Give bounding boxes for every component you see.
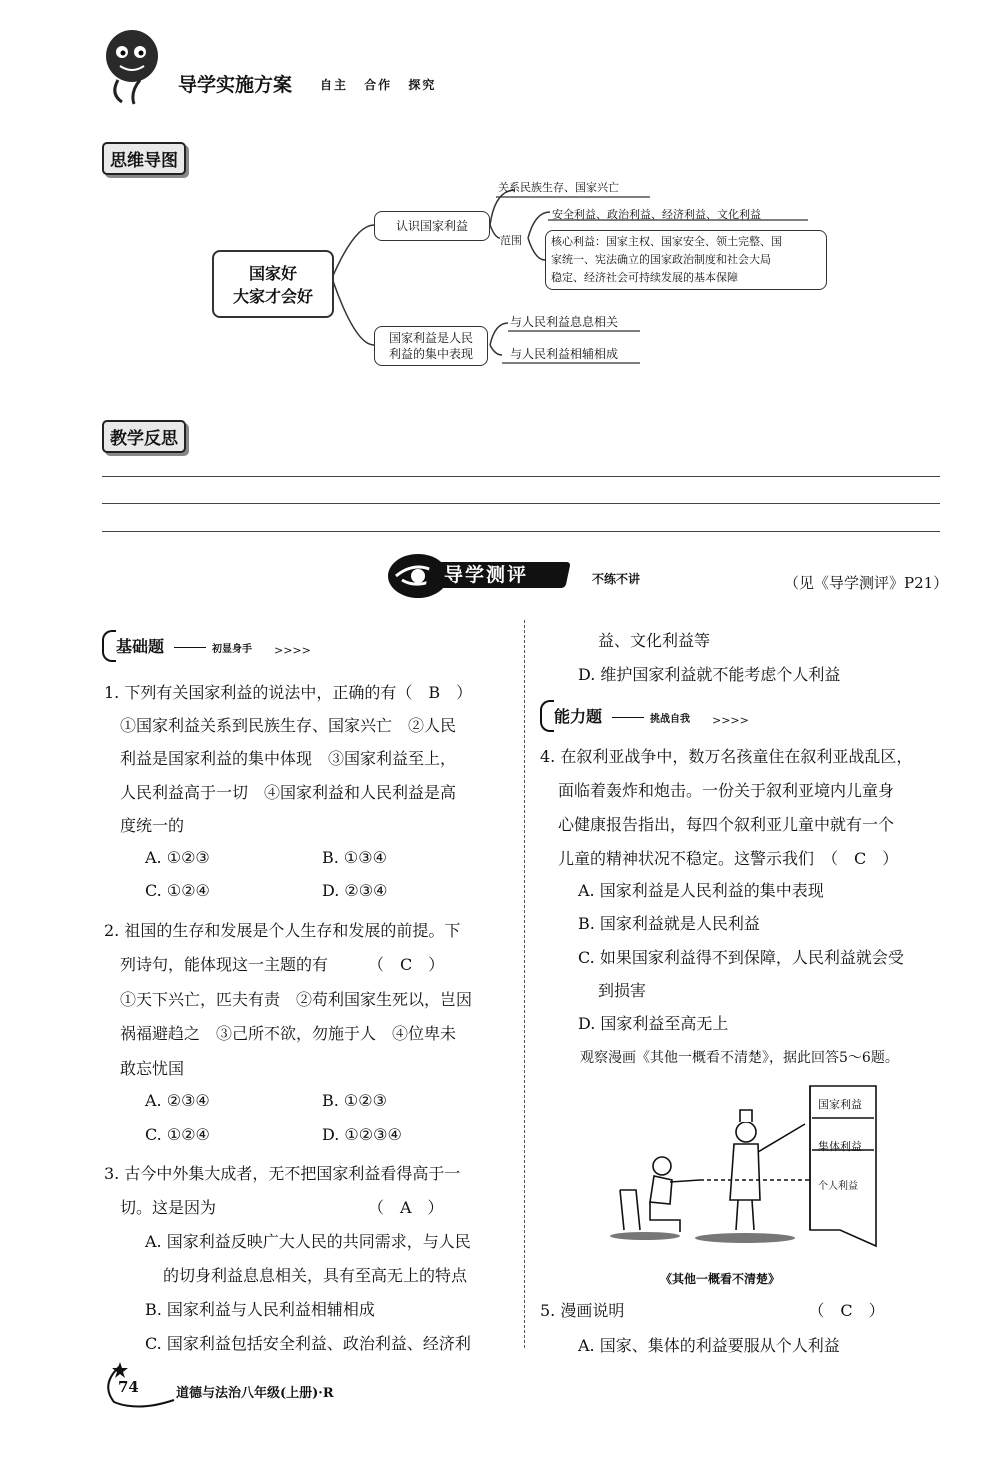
q1-line4: 人民利益高于一切 ④国家利益和人民利益是高: [120, 783, 457, 802]
mindmap-b2-item1: 与人民利益息息相关: [510, 315, 619, 329]
basic-tag: 初显身手: [212, 644, 252, 655]
header-subtitle: 自主 合作 探究: [320, 78, 437, 92]
mindmap-branch1: [374, 211, 490, 241]
banner-reference: （见《导学测评》P21）: [784, 574, 949, 592]
q5-opt-a: A. 国家、集体的利益要服从个人利益: [578, 1336, 840, 1355]
banner-title: 导学测评: [444, 564, 529, 586]
reflection-label: 教学反思: [102, 420, 186, 453]
right-cont-line2: D. 维护国家利益就不能考虑个人利益: [578, 665, 841, 684]
q5-line1: 5. 漫画说明 （ C ）: [540, 1301, 885, 1320]
q2-line3: ①天下兴亡，匹夫有责 ②苟利国家生死以，岂因: [120, 990, 473, 1009]
q1-line5: 度统一的: [120, 816, 185, 835]
cartoon-intro: 观察漫画《其他一概看不清楚》，据此回答5～6题。: [580, 1050, 899, 1066]
q3-opt-b: B. 国家利益与人民利益相辅相成: [145, 1300, 375, 1319]
cartoon-caption: 《其他一概看不清楚》: [660, 1272, 781, 1286]
ability-tag: 挑战自我: [650, 714, 690, 725]
q2-line5: 敢忘忧国: [120, 1059, 185, 1078]
q4-opt-a: A. 国家利益是人民利益的集中表现: [578, 881, 824, 900]
mindmap-root-line1: 国家好: [248, 264, 297, 283]
q1-opt-d: D. ②③④: [322, 881, 388, 900]
mindmap-root: [212, 250, 334, 318]
mindmap-b1-item1: 关系民族生存、国家兴亡: [498, 181, 619, 194]
q4-opt-b: B. 国家利益就是人民利益: [578, 914, 760, 933]
reflection-line-1: [102, 476, 940, 477]
q4-line3: 心健康报告指出，每四个叙利亚儿童中就有一个: [558, 815, 895, 834]
q1-opt-b: B. ①③④: [322, 848, 387, 867]
reflection-line-2: [102, 503, 940, 504]
q3-line1: 3. 古今中外集大成者，无不把国家利益看得高于一: [104, 1164, 461, 1183]
q2-opt-c: C. ①②④: [145, 1125, 210, 1144]
mascot-logo: [100, 22, 164, 108]
mindmap-b2-item2: 与人民利益相辅相成: [510, 347, 619, 361]
mindmap-b1-item3: [545, 230, 827, 290]
q4-opt-c2: 到损害: [598, 981, 647, 1000]
mindmap-connectors: [0, 170, 1000, 380]
mindmap-branch1-text: 认识国家利益: [395, 219, 468, 233]
mindmap-root-line2: 大家才会好: [232, 287, 313, 306]
q2-opt-b: B. ①②③: [322, 1091, 387, 1110]
mindmap-b1-item2: 安全利益、政治利益、经济利益、文化利益: [552, 208, 761, 221]
ability-bracket: [540, 700, 554, 732]
q3-opt-c: C. 国家利益包括安全利益、政治利益、经济利: [145, 1334, 471, 1353]
q2-opt-a: A. ②③④: [145, 1091, 210, 1110]
q4-line2: 面临着轰炸和炮击。一份关于叙利亚境内儿童身: [558, 781, 895, 800]
ability-chevrons: >>>>: [712, 714, 749, 727]
basic-title: 基础题: [116, 637, 165, 656]
cartoon-label-individual: 个人利益: [818, 1181, 858, 1192]
q4-opt-c1: C. 如果国家利益得不到保障，人民利益就会受: [578, 948, 904, 967]
basic-title-dash: [174, 647, 206, 648]
mindmap-b1-item3-line2: 家统一、宪法确立的国家政治制度和社会大局: [551, 253, 771, 266]
mindmap-b1-range: 范围: [500, 234, 522, 247]
cartoon-label-national: 国家利益: [818, 1098, 862, 1111]
q1-opt-c: C. ①②④: [145, 881, 210, 900]
mindmap-branch2-line2: 利益的集中表现: [388, 347, 473, 361]
q2-line1: 2. 祖国的生存和发展是个人生存和发展的前提。下: [104, 921, 461, 940]
column-divider: [524, 620, 525, 1348]
q2-opt-d: D. ①②③④: [322, 1125, 402, 1144]
q1-line3: 利益是国家利益的集中体现 ③国家利益至上，: [120, 749, 457, 768]
basic-section-header: [102, 630, 327, 660]
basic-bracket: [102, 630, 116, 662]
q4-opt-d: D. 国家利益至高无上: [578, 1014, 729, 1033]
q2-line2: 列诗句，能体现这一主题的有 （ C ）: [120, 955, 445, 974]
mindmap-branch2: [374, 326, 488, 366]
mindmap-branch2-line1: 国家利益是人民: [388, 331, 473, 345]
q3-line2: 切。这是因为 （ A ）: [120, 1198, 444, 1217]
mindmap-b1-item3-line3: 稳定、经济社会可持续发展的基本保障: [551, 271, 738, 284]
ability-title-dash: [612, 717, 644, 718]
mindmap-label: 思维导图: [102, 142, 186, 175]
q1-line2: ①国家利益关系到民族生存、国家兴亡 ②人民: [120, 716, 457, 735]
ability-title: 能力题: [554, 707, 603, 726]
q1-line1: 1. 下列有关国家利益的说法中，正确的有（ B ）: [104, 683, 473, 702]
q3-opt-a1: A. 国家利益反映广大人民的共同需求，与人民: [145, 1232, 471, 1251]
cartoon-label-collective: 集体利益: [818, 1140, 862, 1153]
reflection-line-3: [102, 531, 940, 532]
mindmap-b1-item3-line1: 核心利益：国家主权、国家安全、领土完整、国: [551, 235, 782, 248]
header-title: 导学实施方案: [178, 74, 293, 96]
basic-chevrons: >>>>: [274, 644, 311, 657]
q4-line1: 4. 在叙利亚战争中，数万名孩童住在叙利亚战乱区，: [540, 747, 913, 766]
footer-page-number: 74: [118, 1378, 139, 1396]
right-cont-line1: 益、文化利益等: [598, 631, 711, 650]
q4-line4: 儿童的精神状况不稳定。这警示我们 （ C ）: [558, 849, 899, 868]
q3-opt-a2: 的切身利益息息相关，具有至高无上的特点: [163, 1266, 468, 1285]
banner-tag: 不练不讲: [592, 572, 641, 586]
q2-line4: 祸福避趋之 ③己所不欲，勿施于人 ④位卑未: [120, 1024, 457, 1043]
q1-opt-a: A. ①②③: [145, 848, 210, 867]
footer-book-title: 道德与法治八年级(上册)·R: [176, 1386, 334, 1401]
ability-section-header: [540, 700, 765, 730]
